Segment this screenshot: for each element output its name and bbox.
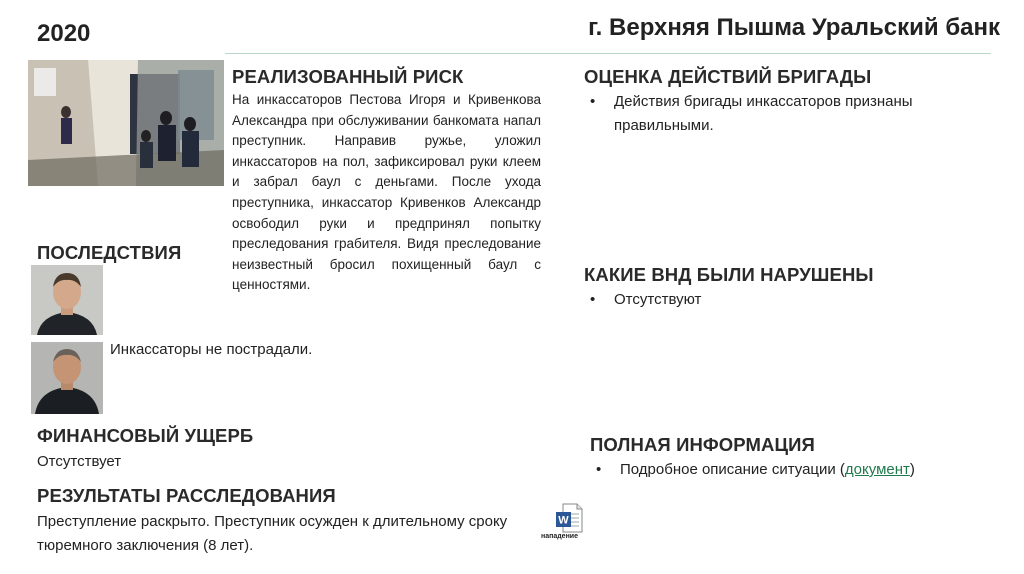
assessment-list — [584, 90, 984, 138]
cctv-scene — [28, 60, 224, 186]
header-divider — [225, 53, 991, 54]
assessment-item: • Действия бригады инкассаторов признаны правильными. — [584, 90, 984, 138]
attachment-label[interactable]: нападение — [541, 533, 579, 540]
document-link[interactable]: документ — [844, 461, 910, 478]
info-item — [590, 458, 1010, 482]
info-list — [590, 458, 1010, 482]
assessment-heading: ОЦЕНКА ДЕЙСТВИЙ БРИГАДЫ — [584, 66, 872, 87]
damage-text: Отсутствует — [37, 453, 122, 470]
results-text: Преступление раскрыто. Преступник осужден к длительному сроку тюремного заключения (8 лет). — [37, 513, 508, 554]
consequences-heading: ПОСЛЕДСТВИЯ — [37, 242, 182, 263]
risk-description: На инкассаторов Пестова Игоря и Кривенкова Александра при обслуживании банкомата напал преступник. Направив ружье, уложил инкассаторов на пол, зафиксировал руки клеем и забрал баул с деньгами. После ухода преступника, инкассатор Кривенков Александр освободил руки и предпринял попытку преследования грабителя. Видя преследование неизвестный бросил похищенный баул с ценностями. — [232, 92, 541, 293]
violations-heading: КАКИЕ ВНД БЫЛИ НАРУШЕНЫ — [584, 264, 874, 285]
page-title: г. Верхняя Пышма Уральский банк — [588, 14, 1000, 41]
consequences-text: Инкассаторы не пострадали. — [110, 341, 313, 358]
word-icon-letter: W — [558, 514, 569, 527]
violations-list — [584, 288, 984, 312]
year-label: 2020 — [37, 20, 91, 47]
guard-photo-2 — [31, 342, 103, 414]
results-heading: РЕЗУЛЬТАТЫ РАССЛЕДОВАНИЯ — [37, 485, 336, 506]
word-document-icon[interactable] — [555, 503, 583, 533]
damage-heading: ФИНАНСОВЫЙ УЩЕРБ — [37, 425, 254, 446]
info-heading: ПОЛНАЯ ИНФОРМАЦИЯ — [590, 434, 815, 455]
portrait-1 — [31, 265, 103, 335]
portrait-2 — [31, 342, 103, 414]
guard-photo-1 — [31, 265, 103, 335]
cctv-photo — [28, 60, 224, 186]
info-prefix: Подробное описание ситуации ( — [620, 461, 845, 478]
info-suffix: ) — [909, 461, 915, 478]
risk-heading: РЕАЛИЗОВАННЫЙ РИСК — [232, 66, 464, 87]
violations-item: • Отсутствуют — [584, 288, 984, 312]
